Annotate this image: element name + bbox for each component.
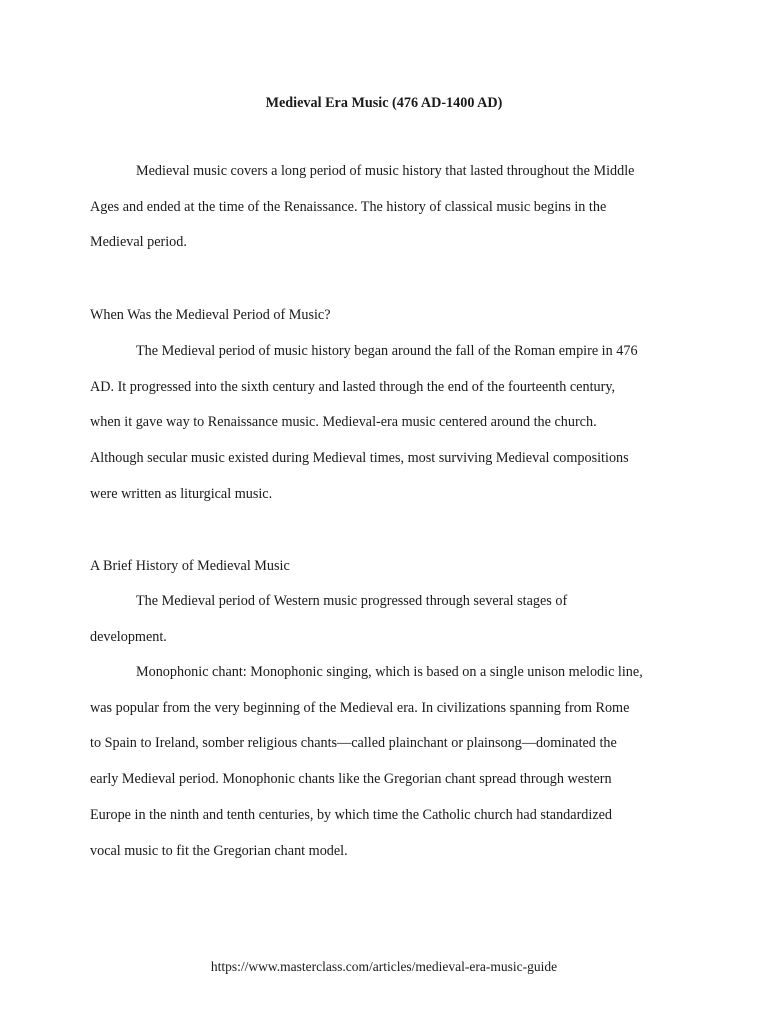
section2-paragraph-2 [90, 655, 682, 869]
paragraph-line: when it gave way to Renaissance music. Medieval-era music centered around the church. [90, 414, 597, 431]
paragraph-line: to Spain to Ireland, somber religious chants—called plainchant or plainsong—dominated the [90, 735, 617, 752]
paragraph-line: Although secular music existed during Medieval times, most surviving Medieval compositions [90, 450, 629, 467]
section-heading-brief-history: A Brief History of Medieval Music [90, 558, 290, 574]
paragraph-line: Medieval music covers a long period of music history that lasted throughout the Middle [136, 163, 635, 179]
section-heading-medieval-period: When Was the Medieval Period of Music? [90, 307, 331, 323]
source-url-footer: https://www.masterclass.com/articles/medieval-era-music-guide [210, 959, 558, 974]
paragraph-line: early Medieval period. Monophonic chants like the Gregorian chant spread through western [90, 771, 612, 788]
paragraph-line: Ages and ended at the time of the Renaissance. The history of classical music begins in the [90, 198, 607, 215]
paragraph-line: Monophonic chant: Monophonic singing, which is based on a single unison melodic line, [136, 664, 643, 680]
section2-paragraph-1 [90, 584, 682, 655]
paragraph-line: AD. It progressed into the sixth century and lasted through the end of the fourteenth century, [90, 378, 616, 395]
paragraph-line: were written as liturgical music. [90, 485, 273, 502]
paragraph-line: Medieval period. [90, 234, 187, 251]
paragraph-line: The Medieval period of Western music progressed through several stages of [136, 593, 568, 609]
intro-paragraph [90, 154, 682, 261]
section1-paragraph [90, 334, 682, 513]
document-title: Medieval Era Music (476 AD-1400 AD) [265, 95, 503, 111]
paragraph-line: vocal music to fit the Gregorian chant model. [90, 842, 348, 859]
paragraph-line: was popular from the very beginning of the Medieval era. In civilizations spanning from Rome [90, 699, 630, 716]
paragraph-line: The Medieval period of music history began around the fall of the Roman empire in 476 [136, 343, 638, 359]
paragraph-line: development. [90, 628, 167, 645]
paragraph-line: Europe in the ninth and tenth centuries, by which time the Catholic church had standardized [90, 806, 613, 823]
